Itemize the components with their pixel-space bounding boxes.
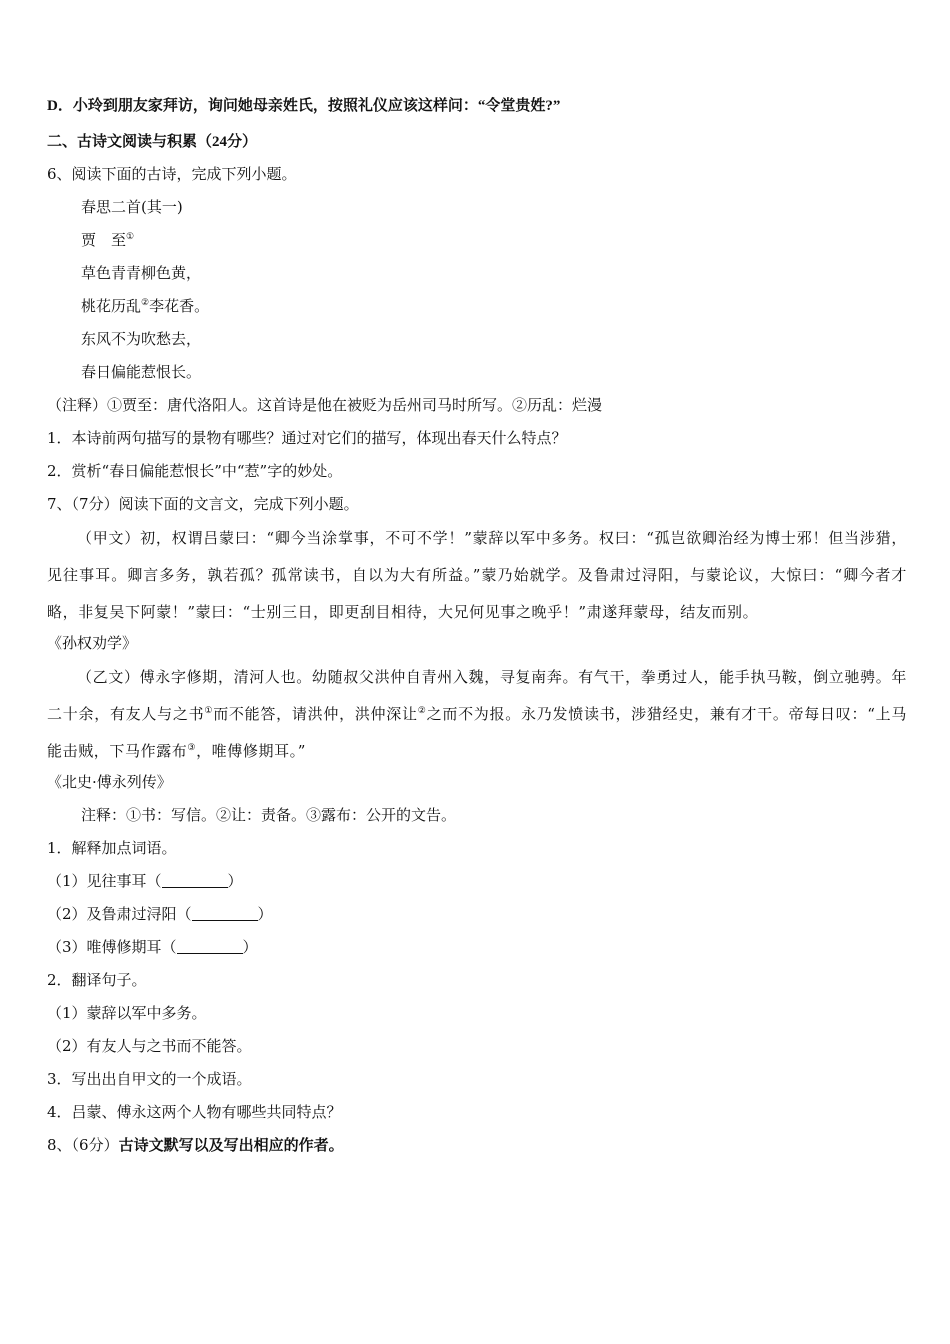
passage-notes: 注释：①书：写信。②让：责备。③露布：公开的文告。 [81, 806, 457, 824]
close-paren: ） [227, 872, 243, 890]
q8-title: 古诗文默写以及写出相应的作者。 [118, 1138, 344, 1154]
passage-jia: （甲文）初，权谓吕蒙曰：“卿今当涂掌事，不可不学！”蒙辞以军中多务。权曰：“孤岂欲卿治经为博士邪！但当涉猎，见往事耳。卿言多务，孰若孤？孤常读书，自以为大有所益。”蒙乃始就学。及鲁肃过浔阳，与蒙论议，大惊曰：“卿今者才略，非复吴下阿蒙！”蒙曰：“士别三日，即更刮目相待，大兄何见事之晚乎！”肃遂拜蒙母，结友而别。 [47, 529, 907, 621]
item-text: （2）及鲁肃过浔阳（ [47, 905, 192, 923]
item-text: （3）唯傅修期耳（ [47, 938, 177, 956]
yi-note-mark-2: ② [417, 706, 427, 716]
poem-line-3: 东风不为吹愁去， [81, 330, 202, 348]
q7-sub1: 1．解释加点词语。 [47, 839, 177, 857]
poem-line-1: 草色青青柳色黄， [81, 264, 202, 282]
poem-line-2-b: 李花香。 [149, 297, 210, 315]
answer-blank[interactable] [162, 873, 228, 888]
poem-line-2 [47, 296, 907, 316]
q8-heading [47, 1135, 907, 1156]
section2-title: 二、古诗文阅读与积累（24分） [47, 134, 258, 150]
poem-author [47, 230, 907, 250]
yi-note-mark-1: ① [204, 706, 214, 716]
yi-note-mark-3: ③ [187, 743, 197, 753]
q5-option-d: D．小玲到朋友家拜访，询问她母亲姓氏，按照礼仪应该这样问：“令堂贵姓?” [47, 98, 561, 114]
poem-author-name: 贾 至 [81, 231, 127, 249]
q6-prompt: 6、阅读下面的古诗，完成下列小题。 [47, 165, 297, 183]
passage-yi-a: （乙文）傅永字修期，清河人也。幼随叔父洪仲自青州入魏，寻复南奔。有气干，拳勇过人，能手执马鞍，倒立驰骋。年二十余，有友人与之书 [47, 668, 907, 723]
close-paren: ） [257, 905, 273, 923]
q7-sub1-item-3 [47, 937, 907, 957]
poem-title: 春思二首(其一) [81, 198, 183, 216]
q7-sub1-item-1 [47, 871, 907, 891]
answer-blank[interactable] [192, 906, 258, 921]
passage-yi-b: 而不能答，请洪仲，洪仲深让 [213, 705, 418, 723]
q7-sub2-item-2: （2）有友人与之书而不能答。 [47, 1037, 252, 1055]
q7-prompt: 7、（7分）阅读下面的文言文，完成下列小题。 [47, 495, 359, 513]
q6-sub1: 1．本诗前两句描写的景物有哪些？通过对它们的描写，体现出春天什么特点？ [47, 429, 567, 447]
document-page [47, 96, 907, 1156]
poem-note: （注释）①贾至：唐代洛阳人。这首诗是他在被贬为岳州司马时所写。②历乱：烂漫 [47, 396, 603, 414]
note-mark-2: ② [141, 298, 150, 308]
q7-sub2: 2．翻译句子。 [47, 971, 147, 989]
q8-prefix: 8、（6分） [47, 1136, 119, 1154]
passage-yi-c: 之而不为报。永乃发愤读书，涉猎经史，兼有才干。帝每日叹：“上马能击贼，下马作露布 [47, 705, 907, 760]
q7-sub2-item-1: （1）蒙辞以军中多务。 [47, 1004, 207, 1022]
passage-yi [47, 659, 907, 770]
note-mark-1: ① [126, 232, 135, 242]
close-paren: ） [242, 938, 258, 956]
q6-sub2: 2．赏析“春日偏能惹恨长”中“惹”字的妙处。 [47, 462, 343, 480]
q7-sub3: 3．写出出自甲文的一个成语。 [47, 1070, 252, 1088]
poem-line-4: 春日偏能惹恨长。 [81, 363, 202, 381]
q7-sub4: 4．吕蒙、傅永这两个人物有哪些共同特点？ [47, 1103, 342, 1121]
poem-line-2-a: 桃花历乱 [81, 297, 142, 315]
item-text: （1）见往事耳（ [47, 872, 162, 890]
passage-jia-source: 《孙权劝学》 [47, 634, 138, 652]
passage-yi-source: 《北史·傅永列传》 [47, 773, 172, 791]
answer-blank[interactable] [177, 939, 243, 954]
q7-sub1-item-2 [47, 904, 907, 924]
passage-yi-d: ，唯傅修期耳。” [196, 742, 307, 760]
